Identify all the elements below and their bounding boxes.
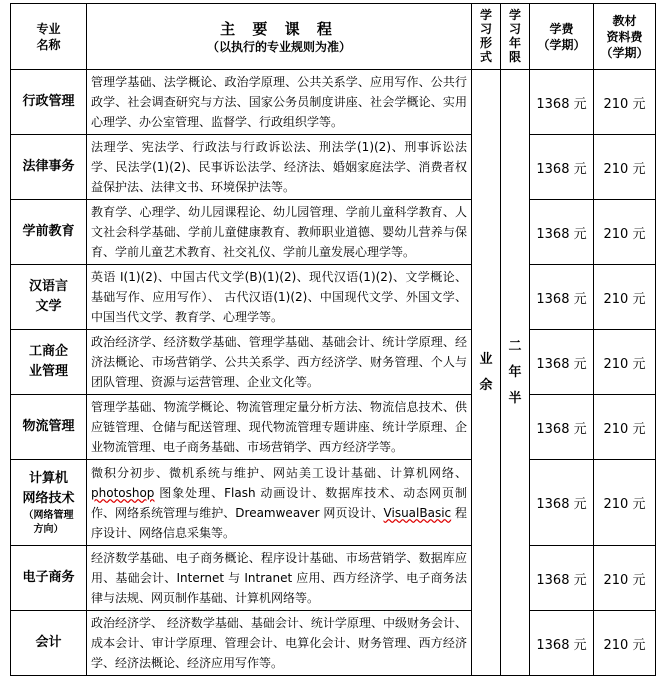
course-list: 法理学、宪法学、行政法与行政诉讼法、刑法学(1)(2)、刑事诉讼法学、民法学(1)(2)、民事诉讼法学、经济法、婚姻家庭法学、消费者权益保护法、法律文书、环境保护法等。 bbox=[87, 135, 472, 200]
book-fee-value: 210 元 bbox=[594, 135, 656, 200]
header-major-line1: 专业 bbox=[36, 21, 61, 36]
table-row bbox=[11, 265, 656, 330]
header-major-name bbox=[11, 4, 87, 70]
major-note-line: （网络管理 bbox=[23, 509, 74, 521]
table-row bbox=[11, 460, 656, 546]
book-fee-value: 210 元 bbox=[594, 200, 656, 265]
tuition-value: 1368 元 bbox=[530, 611, 594, 676]
book-fee-value: 210 元 bbox=[594, 265, 656, 330]
major-name bbox=[11, 460, 87, 546]
duration-char: 年 bbox=[508, 364, 522, 380]
book-fee-value: 210 元 bbox=[594, 70, 656, 135]
study-mode-char: 业 bbox=[479, 351, 493, 367]
study-mode-cell bbox=[472, 70, 501, 676]
major-name-line: 汉语言 bbox=[28, 279, 68, 294]
tuition-value: 1368 元 bbox=[530, 70, 594, 135]
course-text: VisualBasic bbox=[383, 505, 452, 520]
major-name bbox=[11, 200, 87, 265]
header-courses bbox=[87, 4, 472, 70]
courses-title: 主 要 课 程 bbox=[220, 19, 338, 38]
course-text: 程序设计、网络信息采集等。 bbox=[91, 505, 467, 540]
tuition-value: 1368 元 bbox=[530, 200, 594, 265]
header-books-line2: 资料费 bbox=[606, 29, 643, 44]
major-name-line: 业管理 bbox=[28, 364, 68, 379]
course-list: 经济数学基础、电子商务概论、程序设计基础、市场营销学、数据库应用、基础会计、Internet 与 Intranet 应用、西方经济学、电子商务法律与法规、网页制作基础、计算机网络等。 bbox=[87, 546, 472, 611]
header-tuition bbox=[530, 4, 594, 70]
course-text: photoshop bbox=[91, 485, 155, 500]
major-name-line: 会计 bbox=[35, 635, 62, 650]
major-name bbox=[11, 70, 87, 135]
header-duration-text: 学习年限 bbox=[508, 8, 521, 64]
table-row bbox=[11, 70, 656, 135]
major-name bbox=[11, 135, 87, 200]
major-name bbox=[11, 611, 87, 676]
header-row bbox=[11, 4, 656, 70]
book-fee-value: 210 元 bbox=[594, 395, 656, 460]
major-name-line: 工商企 bbox=[28, 344, 68, 359]
course-list: 政治经济学、 经济数学基础、基础会计、统计学原理、中级财务会计、成本会计、审计学原理、管理会计、电算化会计、财务管理、西方经济学、经济法概论、经济应用写作等。 bbox=[87, 611, 472, 676]
header-mode-text: 学习形式 bbox=[479, 8, 492, 64]
major-name-line: 网络技术 bbox=[22, 490, 75, 506]
book-fee-value: 210 元 bbox=[594, 330, 656, 395]
tuition-value: 1368 元 bbox=[530, 265, 594, 330]
course-text: Dreamweaver bbox=[235, 505, 320, 520]
major-name bbox=[11, 546, 87, 611]
courses-subtitle: （以执行的专业规则为准） bbox=[206, 39, 351, 54]
book-fee-value: 210 元 bbox=[594, 546, 656, 611]
course-text: 网页设计、 bbox=[319, 505, 384, 520]
book-fee-value: 210 元 bbox=[594, 460, 656, 546]
book-fee-value: 210 元 bbox=[594, 611, 656, 676]
table-row bbox=[11, 200, 656, 265]
major-name-line: 行政管理 bbox=[22, 94, 75, 109]
duration-char: 半 bbox=[508, 390, 522, 406]
header-tuition-line1: 学费 bbox=[549, 21, 574, 36]
program-table bbox=[10, 3, 656, 676]
header-books-line1: 教材 bbox=[612, 13, 637, 28]
course-list: 政治经济学、经济数学基础、管理学基础、基础会计、统计学原理、经济法概论、市场营销学、公共关系学、西方经济学、财务管理、个人与团队管理、资源与运营管理、企业文化等。 bbox=[87, 330, 472, 395]
header-book-fee bbox=[594, 4, 656, 70]
major-note-line: 方向） bbox=[33, 523, 64, 535]
course-list bbox=[87, 460, 472, 546]
study-duration-cell bbox=[501, 70, 530, 676]
tuition-value: 1368 元 bbox=[530, 395, 594, 460]
tuition-value: 1368 元 bbox=[530, 546, 594, 611]
table-row bbox=[11, 330, 656, 395]
table-row bbox=[11, 395, 656, 460]
tuition-value: 1368 元 bbox=[530, 460, 594, 546]
header-study-duration bbox=[501, 4, 530, 70]
header-study-mode bbox=[472, 4, 501, 70]
tuition-value: 1368 元 bbox=[530, 330, 594, 395]
course-list: 管理学基础、物流学概论、物流管理定量分析方法、物流信息技术、供应链管理、仓储与配送管理、现代物流管理专题讲座、统计学原理、企业物流管理、电子商务基础、市场营销学、西方经济学等。 bbox=[87, 395, 472, 460]
duration-char: 二 bbox=[508, 338, 522, 354]
major-name-line: 文学 bbox=[35, 299, 62, 314]
course-text: 微积分初步、微机系统与维护、网站美工设计基础、计算机网络、 bbox=[91, 465, 467, 480]
table-row bbox=[11, 546, 656, 611]
header-major-line2: 名称 bbox=[36, 37, 61, 52]
major-name bbox=[11, 265, 87, 330]
header-tuition-line2: （学期） bbox=[537, 37, 586, 52]
header-books-line3: （学期） bbox=[600, 45, 649, 60]
major-name-line: 法律事务 bbox=[22, 159, 75, 174]
major-name-line: 学前教育 bbox=[22, 224, 75, 239]
table-row bbox=[11, 135, 656, 200]
course-text: 图象处理、Flash 动画设计、数据库技术、动态网页制作、网络系统管理与维护、 bbox=[91, 485, 467, 520]
tuition-value: 1368 元 bbox=[530, 135, 594, 200]
major-name bbox=[11, 330, 87, 395]
major-name bbox=[11, 395, 87, 460]
major-name-line: 计算机 bbox=[28, 470, 68, 486]
major-name-line: 电子商务 bbox=[22, 570, 75, 585]
study-mode-char: 余 bbox=[479, 377, 493, 393]
course-list: 教育学、心理学、幼儿园课程论、幼儿园管理、学前儿童科学教育、人文社会科学基础、学前儿童健康教育、教师职业道德、婴幼儿营养与保育、学前儿童艺术教育、社交礼仪、学前儿童发展心理学等。 bbox=[87, 200, 472, 265]
course-list: 管理学基础、法学概论、政治学原理、公共关系学、应用写作、公共行政学、社会调查研究与方法、国家公务员制度讲座、社会学概论、实用心理学、办公室管理、监督学、行政组织学等。 bbox=[87, 70, 472, 135]
course-list: 英语 I(1)(2)、中国古代文学(B)(1)(2)、现代汉语(1)(2)、文学概论、基础写作、应用写作）、 古代汉语(1)(2)、中国现代文学、外国文学、中国当代文学、教育学、心理学等。 bbox=[87, 265, 472, 330]
table-row bbox=[11, 611, 656, 676]
major-name-line: 物流管理 bbox=[22, 419, 75, 434]
